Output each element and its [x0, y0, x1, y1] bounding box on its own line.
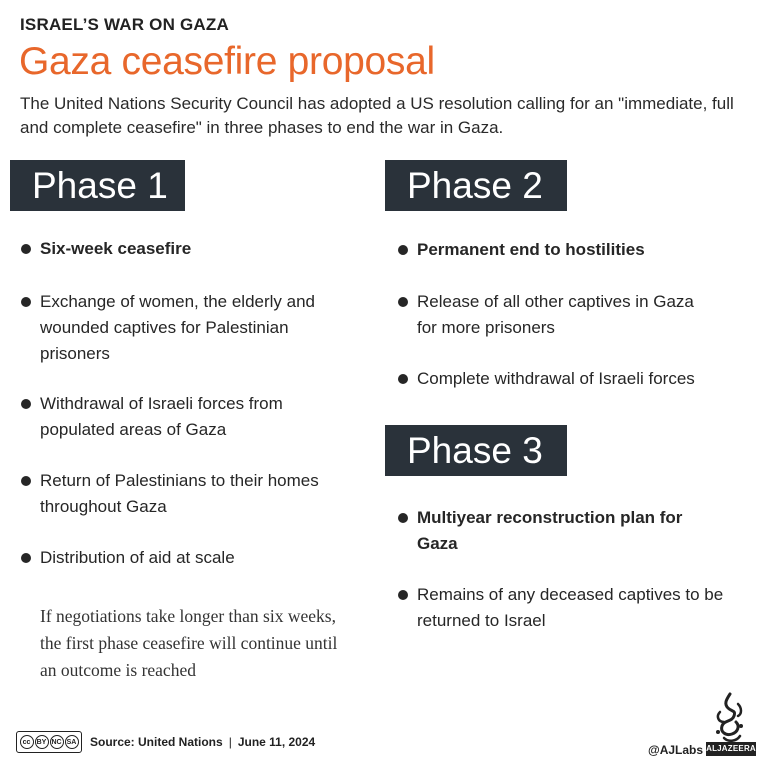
list-item: Multiyear reconstruction plan for Gaza	[398, 505, 698, 557]
by-icon: BY	[35, 735, 49, 749]
list-item: Withdrawal of Israeli forces from populated areas of Gaza	[21, 391, 321, 443]
list-item: Distribution of aid at scale	[21, 545, 351, 571]
phase1-list-3	[21, 391, 321, 443]
phase1-list-2	[21, 289, 341, 367]
ajlabs-handle: @AJLabs	[648, 743, 704, 757]
phase2-label: Phase 2	[385, 160, 567, 211]
nc-icon: NC	[50, 735, 64, 749]
phase2-list-3	[398, 366, 758, 392]
description: The United Nations Security Council has adopted a US resolution calling for an "immediate, full and complete ceasefire" in three phases to end the war in Gaza.	[20, 94, 734, 137]
date-text: June 11, 2024	[237, 735, 316, 749]
phase3-list-2	[398, 582, 728, 634]
list-item: Return of Palestinians to their homes throughout Gaza	[21, 468, 321, 520]
phase3-list-1	[398, 505, 698, 557]
kicker: ISRAEL’S WAR ON GAZA	[20, 15, 229, 34]
separator: |	[228, 735, 232, 749]
cc-icon: cc	[20, 735, 34, 749]
phase2-list-1	[398, 237, 758, 263]
footer	[16, 731, 315, 753]
phase1-label: Phase 1	[10, 160, 185, 211]
list-item: Remains of any deceased captives to be returned to Israel	[398, 582, 728, 634]
page-title: Gaza ceasefire proposal	[19, 40, 435, 83]
phase2-list-2	[398, 289, 698, 341]
aljazeera-wordmark: ALJAZEERA	[706, 742, 756, 756]
phase1-list	[21, 0, 351, 262]
source-line	[90, 735, 315, 749]
phase1-list-5	[21, 545, 351, 571]
phase1-list-4	[21, 468, 321, 520]
list-item: Release of all other captives in Gaza for more prisoners	[398, 289, 698, 341]
list-item: Complete withdrawal of Israeli forces	[398, 366, 758, 392]
list-item: Exchange of women, the elderly and wounded captives for Palestinian prisoners	[21, 289, 341, 367]
sa-icon: SA	[65, 735, 79, 749]
source-text: Source: United Nations	[90, 735, 223, 749]
phase3-label: Phase 3	[385, 425, 567, 476]
list-item: Permanent end to hostilities	[398, 237, 758, 263]
footnote: If negotiations take longer than six weeks, the first phase ceasefire will continue until an outcome is reached	[40, 606, 338, 680]
cc-license-badge	[16, 731, 82, 753]
list-item: Six-week ceasefire	[21, 236, 351, 262]
